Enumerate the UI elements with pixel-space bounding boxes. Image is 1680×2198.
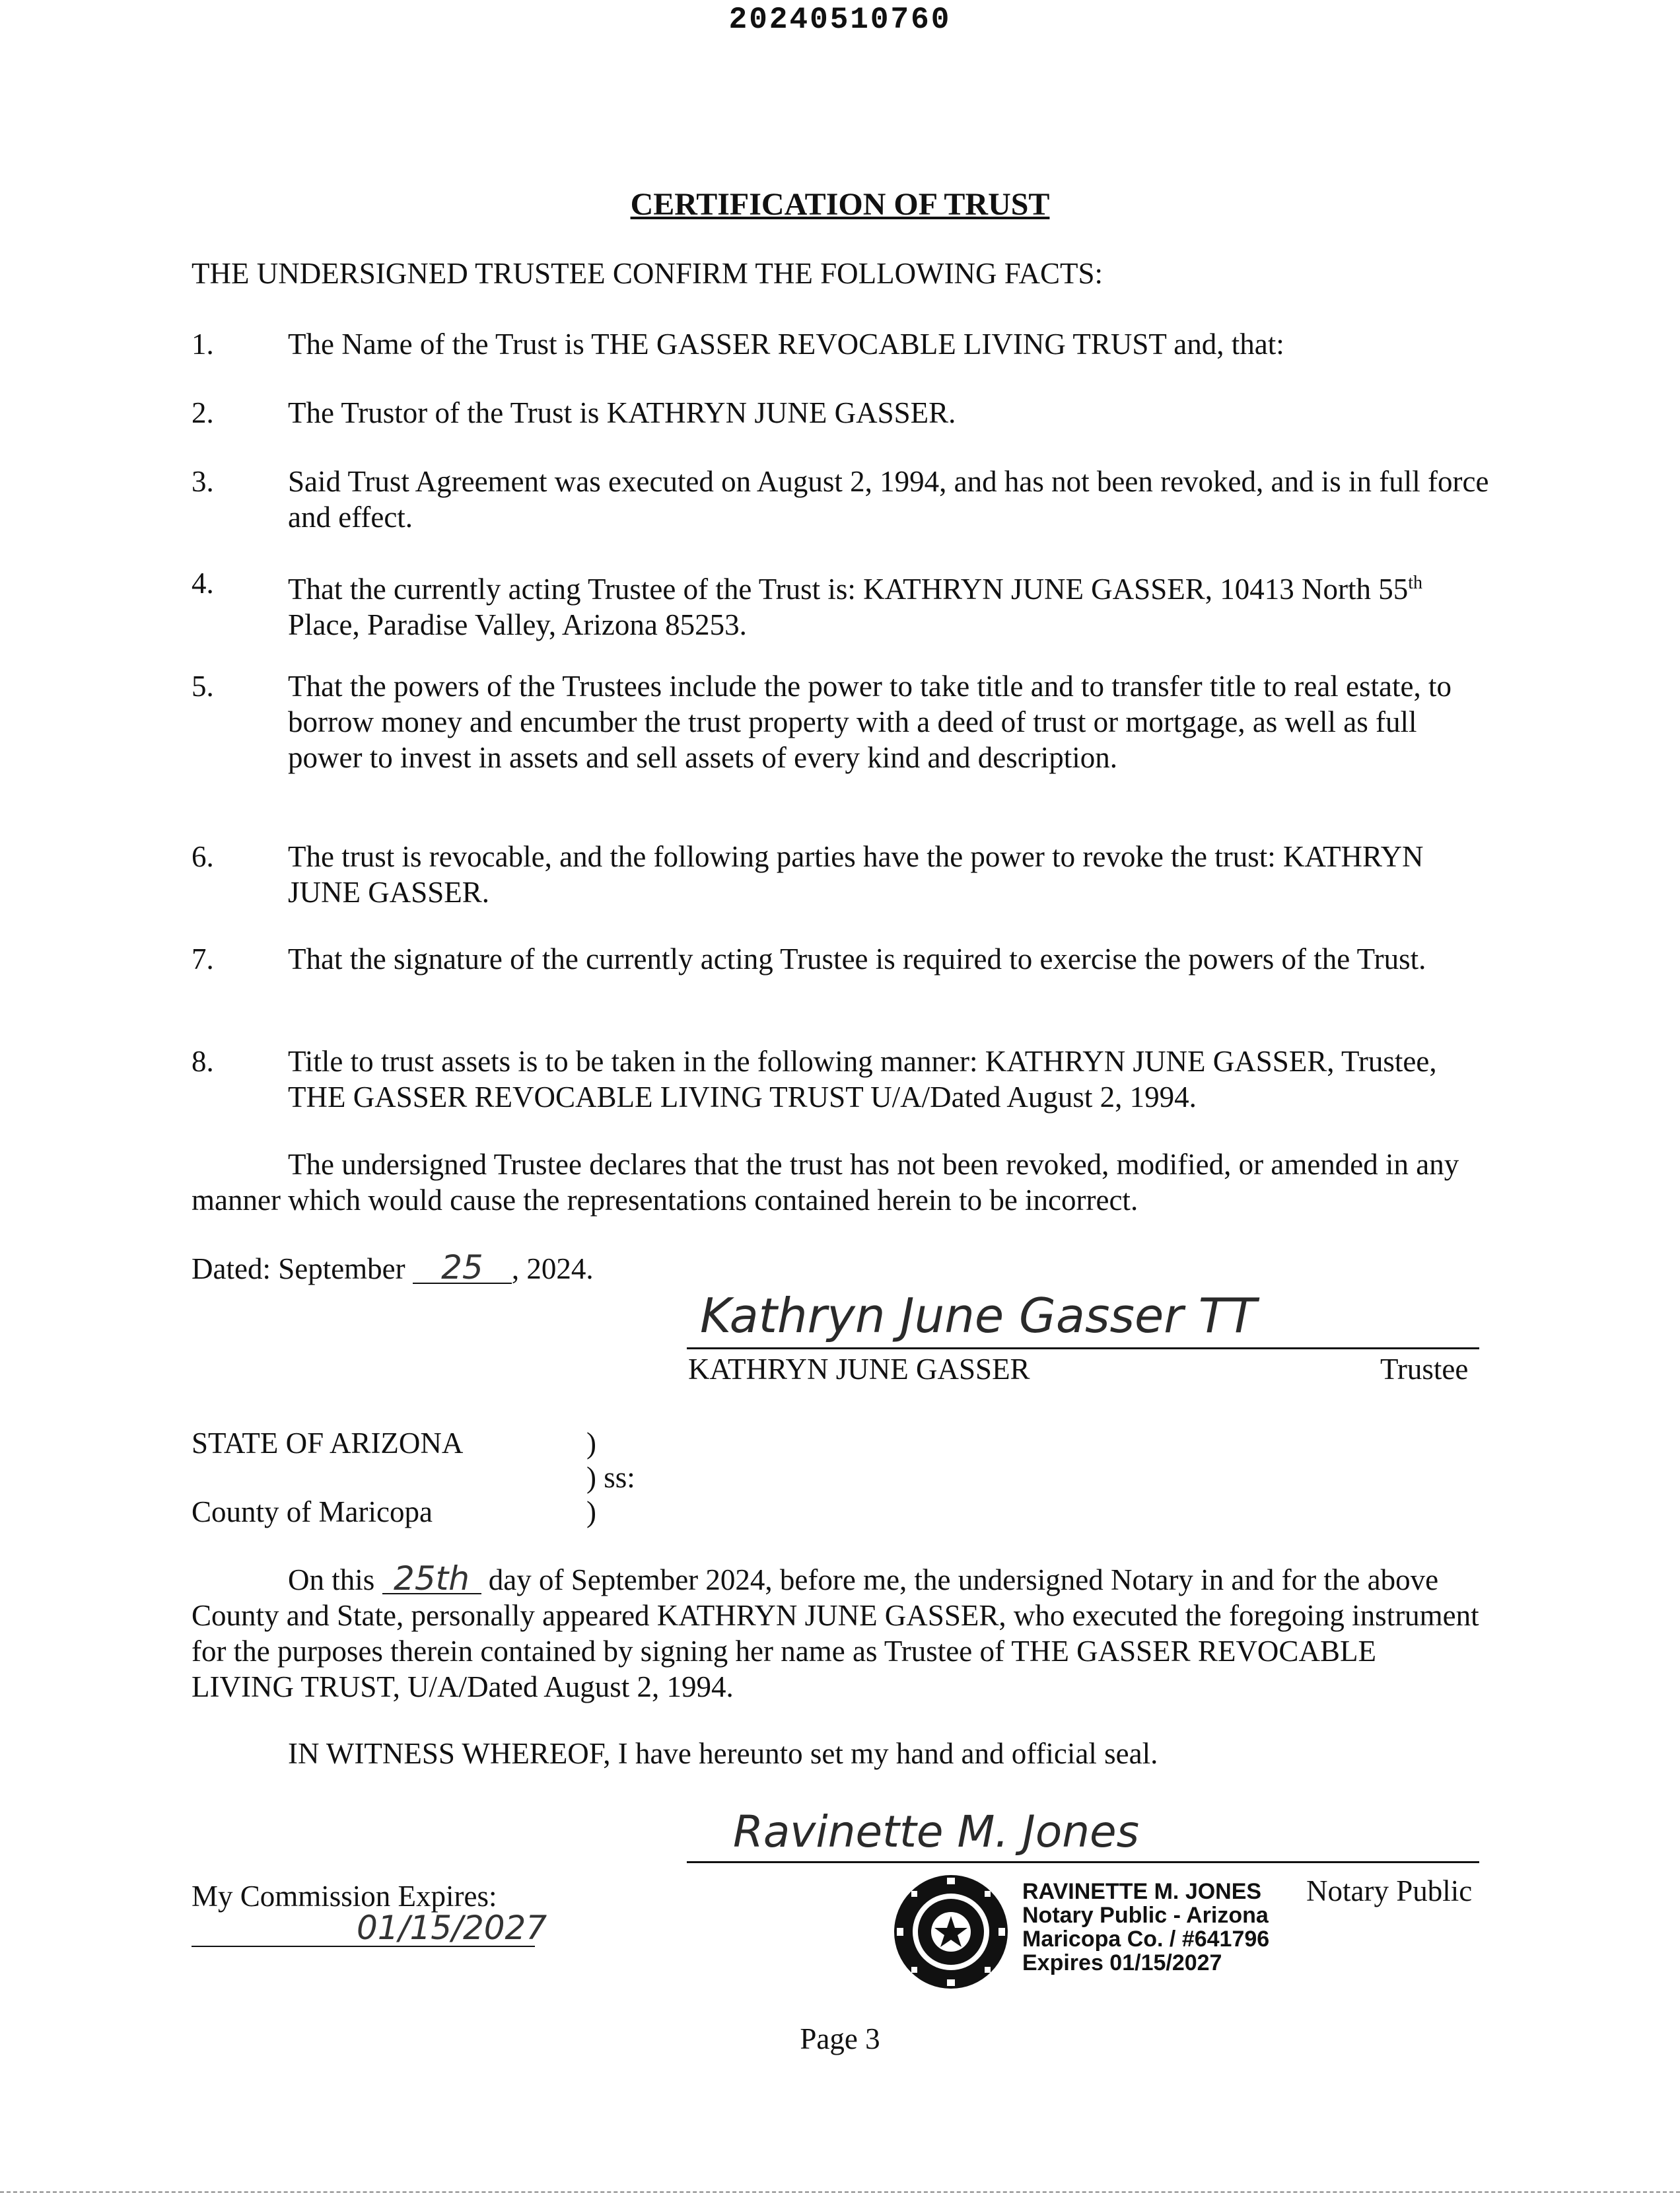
notary-stamp-county: Maricopa Co. / #641796 (1022, 1927, 1270, 1952)
dated-prefix: Dated: September (192, 1252, 413, 1285)
notary-signature-handwritten: Ravinette M. Jones (733, 1806, 1140, 1857)
notary-acknowledgment-paragraph (192, 1559, 1486, 1705)
fact-number: 6. (192, 840, 214, 873)
scan-edge-divider (0, 2191, 1680, 2193)
witness-statement: IN WITNESS WHEREOF, I have hereunto set my hand and official seal. (288, 1737, 1158, 1770)
fact-text-part: Place, Paradise Valley, Arizona 85253. (288, 608, 747, 641)
fact-text: That the powers of the Trustees include the power to take title and to transfer title to real estate, to borrow money and encumber the trust property with a deed of trust or mortgage, as well as full power to invest in assets and sell assets of every kind and description. (288, 670, 1452, 774)
notary-stamp-expiry: Expires 01/15/2027 (1022, 1950, 1222, 1975)
document-number: 20240510760 (728, 3, 952, 37)
fact-number: 3. (192, 465, 214, 498)
trustee-name: KATHRYN JUNE GASSER (688, 1353, 1030, 1386)
fact-text: That the signature of the currently acting Trustee is required to exercise the powers of the Trust. (288, 942, 1426, 975)
commission-line (192, 1946, 535, 1947)
notary-role: Notary Public (1306, 1874, 1473, 1907)
venue-state: STATE OF ARIZONA (192, 1427, 464, 1460)
commission-label: My Commission Expires: (192, 1880, 497, 1913)
ack-text: day of September 2024, before me, the undersigned Notary in and for the above County and State, personally appeared KATHRYN JUNE GASSER, who executed the foregoing instrument for the purposes therein contained by signing her name as Trustee of THE GASSER REVOCABLE LIVING TRUST, U/A/Dated August 2, 1994. (192, 1563, 1479, 1703)
fact-number: 2. (192, 396, 214, 429)
ordinal-suffix: th (1408, 573, 1423, 593)
notary-signature-line (687, 1861, 1479, 1863)
fact-number: 4. (192, 567, 214, 600)
declaration-paragraph: The undersigned Trustee declares that the trust has not been revoked, modified, or amended in any manner which would cause the representations contained herein to be incorrect. (192, 1148, 1459, 1217)
fact-number: 1. (192, 328, 214, 361)
dated-line (192, 1248, 594, 1287)
notary-stamp-name: RAVINETTE M. JONES (1022, 1879, 1262, 1904)
fact-text: Title to trust assets is to be taken in the following manner: KATHRYN JUNE GASSER, Trustee, THE GASSER REVOCABLE LIVING TRUST U/A/Dated August 2, 1994. (288, 1045, 1437, 1114)
ack-prefix: On this (288, 1563, 382, 1596)
fact-number: 8. (192, 1045, 214, 1078)
fact-text: The Name of the Trust is THE GASSER REVOCABLE LIVING TRUST and, that: (288, 328, 1284, 361)
fact-text: The trust is revocable, and the following parties have the power to revoke the trust: KATHRYN JUNE GASSER. (288, 840, 1424, 909)
ack-day-handwritten: 25th (382, 1564, 481, 1594)
venue-paren: ) (586, 1427, 596, 1460)
venue-paren: ) (586, 1495, 596, 1528)
page-number: Page 3 (800, 2022, 880, 2055)
trustee-signature-handwritten: Kathryn June Gasser TT (700, 1288, 1257, 1343)
trustee-role: Trustee (1380, 1353, 1469, 1386)
fact-number: 7. (192, 942, 214, 975)
fact-number: 5. (192, 670, 214, 703)
commission-date-handwritten: 01/15/2027 (357, 1909, 547, 1947)
fact-text: Said Trust Agreement was executed on August 2, 1994, and has not been revoked, and is in full force and effect. (288, 465, 1489, 534)
venue-ss: ) ss: (586, 1461, 635, 1494)
dated-suffix: , 2024. (511, 1252, 594, 1285)
page-title: CERTIFICATION OF TRUST (630, 187, 1050, 222)
dated-day-handwritten: 25 (413, 1252, 512, 1284)
trustee-signature-line (687, 1347, 1479, 1349)
fact-text: The Trustor of the Trust is KATHRYN JUNE GASSER. (288, 396, 956, 429)
fact-text (288, 565, 1490, 643)
notary-seal-icon (892, 1872, 1010, 1991)
venue-county: County of Maricopa (192, 1495, 433, 1528)
notary-stamp-text (1022, 1880, 1269, 1975)
fact-text-part: That the currently acting Trustee of the Trust is: KATHRYN JUNE GASSER, 10413 North 55 (288, 573, 1409, 606)
intro-statement: THE UNDERSIGNED TRUSTEE CONFIRM THE FOLLOWING FACTS: (192, 257, 1103, 290)
notary-stamp-commission: Notary Public - Arizona (1022, 1903, 1269, 1928)
